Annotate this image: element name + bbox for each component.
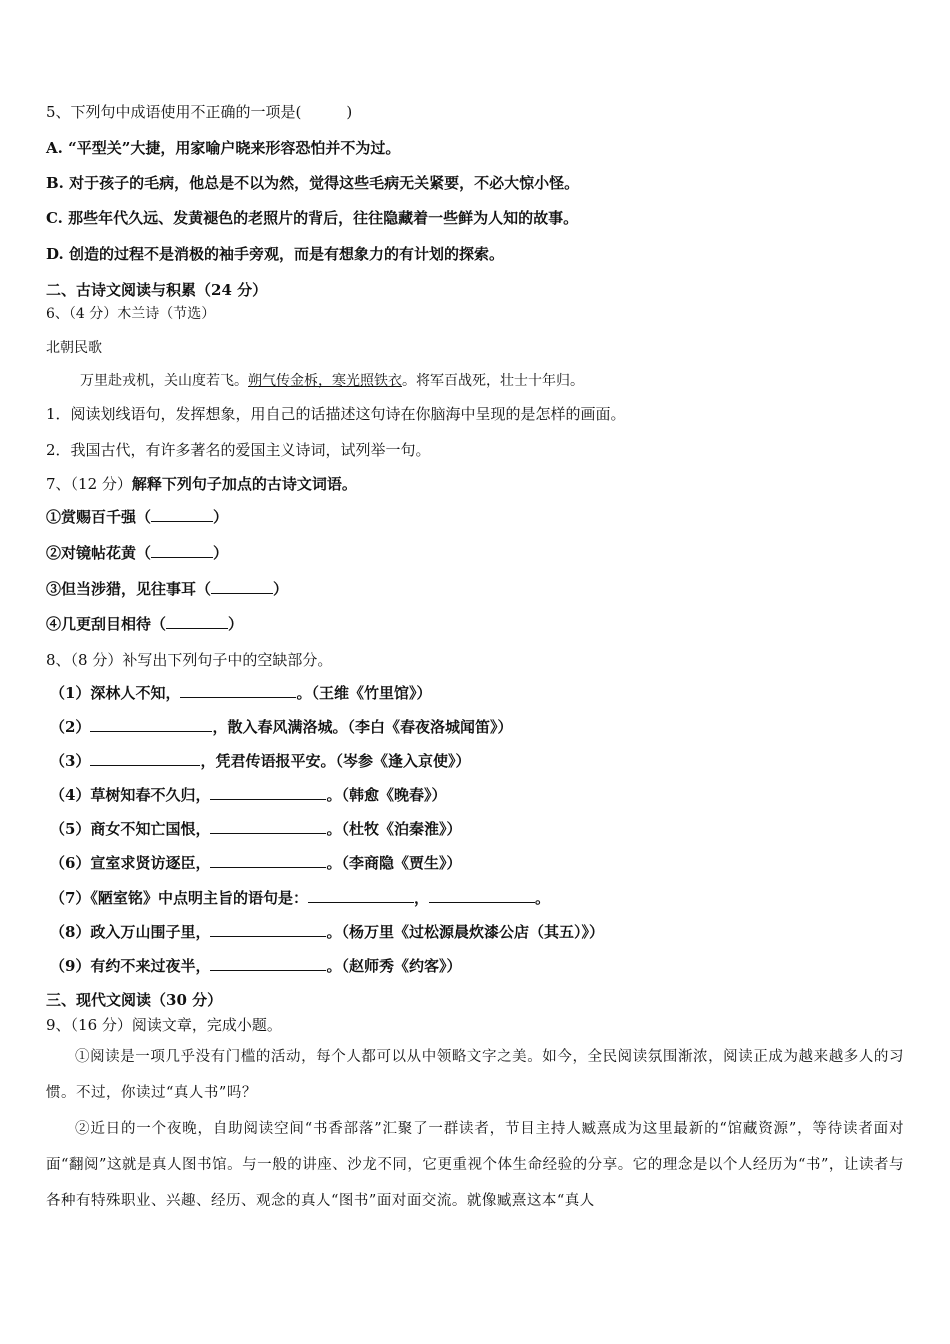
item-comma: ，	[413, 889, 429, 907]
item-source: ，散入春风满洛城。（李白《春夜洛城闻笛》）	[212, 718, 513, 736]
q7-title-prefix: 7、（12 分）	[46, 475, 132, 493]
item-source: 。（王维《竹里馆》）	[296, 684, 432, 702]
item-text: （1）深林人不知，	[50, 684, 181, 702]
answer-blank[interactable]	[211, 579, 273, 594]
item-close: ）	[213, 508, 229, 526]
item-source: 。（杨万里《过松源晨炊漆公店（其五）》）	[326, 923, 604, 941]
q8-item-5	[50, 819, 461, 839]
option-label: D.	[46, 245, 64, 263]
answer-blank[interactable]	[210, 853, 326, 868]
q6-author: 北朝民歌	[46, 340, 102, 356]
q5-title: 5、下列句中成语使用不正确的一项是( )	[46, 103, 353, 121]
q5-option-d	[46, 244, 504, 264]
q8-item-3	[50, 751, 470, 771]
q5-option-c	[46, 208, 578, 228]
q5-option-a	[46, 138, 400, 158]
item-text: ③但当涉猎，见往事耳（	[46, 580, 212, 598]
answer-blank[interactable]	[210, 956, 326, 971]
item-text: （7）《陋室铭》中点明主旨的语句是：	[50, 889, 308, 907]
section-heading-2: 二、古诗文阅读与积累（24 分）	[46, 281, 268, 299]
q7-item-3	[46, 579, 288, 599]
option-label: A.	[46, 139, 63, 157]
option-text: 那些年代久远、发黄褪色的老照片的背后，往往隐藏着一些鲜为人知的故事。	[68, 209, 579, 227]
item-close: ）	[213, 544, 229, 562]
q6-sub2: 2．我国古代，有许多著名的爱国主义诗词，试列举一句。	[46, 441, 431, 459]
q6-poem	[80, 371, 584, 391]
q9-paragraph-1: ①阅读是一项几乎没有门槛的活动，每个人都可以从中领略文字之美。如今，全民阅读氛围渐浓，阅读正成为越来越多人的习惯。不过，你读过“真人书”吗？	[46, 1049, 904, 1101]
answer-blank[interactable]	[429, 888, 535, 903]
q9-title: 9、（16 分）阅读文章，完成小题。	[46, 1016, 282, 1034]
poem-pre: 万里赴戎机，关山度若飞。	[80, 373, 248, 389]
item-text: （3）	[50, 752, 91, 770]
item-text: ②对镜帖花黄（	[46, 544, 152, 562]
q7-item-2	[46, 543, 228, 563]
item-text: ①赏赐百千强（	[46, 508, 152, 526]
option-label: B.	[46, 174, 64, 192]
q7-item-1	[46, 507, 228, 527]
answer-blank[interactable]	[210, 819, 326, 834]
item-text: （4）草树知春不久归，	[50, 786, 211, 804]
poem-underlined: 朔气传金柝，寒光照铁衣	[248, 373, 402, 389]
answer-blank[interactable]	[210, 922, 326, 937]
option-text: 创造的过程不是消极的袖手旁观，而是有想象力的有计划的探索。	[68, 245, 504, 263]
poem-post: 。将军百战死，壮士十年归。	[402, 373, 584, 389]
q8-item-1	[50, 683, 431, 703]
section-heading-3: 三、现代文阅读（30 分）	[46, 991, 223, 1009]
answer-blank[interactable]	[180, 683, 296, 698]
q7-item-4	[46, 614, 243, 634]
answer-blank[interactable]	[151, 543, 213, 558]
q8-item-4	[50, 785, 446, 805]
answer-blank[interactable]	[210, 785, 326, 800]
q9-paragraph-2: ②近日的一个夜晚，自助阅读空间“书香部落”汇聚了一群读者，节目主持人臧熹成为这里最新的“馆藏资源”，等待读者面对面“翻阅”这就是真人图书馆。与一般的讲座、沙龙不同，它更重视个体生命经验的分享。它的理念是以个人经历为“书”，让读者与各种有特殊职业、兴趣、经历、观念的真人“图书”面对面交流。就像臧熹这本“真人	[46, 1121, 904, 1209]
item-text: （2）	[50, 718, 91, 736]
item-close: ）	[273, 580, 289, 598]
option-text: “平型关”大捷，用家喻户晓来形容恐怕并不为过。	[68, 139, 401, 157]
option-text: 对于孩子的毛病，他总是不以为然，觉得这些毛病无关紧要，不必大惊小怪。	[69, 174, 580, 192]
option-label: C.	[46, 209, 63, 227]
q8-title: 8、（8 分）补写出下列句子中的空缺部分。	[46, 651, 333, 669]
answer-blank[interactable]	[166, 614, 228, 629]
q7-title-bold: 解释下列句子加点的古诗文词语。	[131, 475, 357, 493]
item-text: （5）商女不知亡国恨，	[50, 820, 211, 838]
q6-sub1: 1．阅读划线语句，发挥想象，用自己的话描述这句诗在你脑海中呈现的是怎样的画面。	[46, 405, 626, 423]
answer-blank[interactable]	[151, 507, 213, 522]
item-source: 。（杜牧《泊秦淮》）	[326, 820, 462, 838]
q5-option-b	[46, 173, 579, 193]
q8-item-7	[50, 888, 550, 908]
q8-item-2	[50, 717, 512, 737]
item-source: 。（李商隐《贾生》）	[326, 854, 462, 872]
answer-blank[interactable]	[90, 751, 200, 766]
q7-title	[46, 474, 357, 494]
item-text: （9）有约不来过夜半，	[50, 957, 211, 975]
item-source: ，凭君传语报平安。（岑参《逢入京使》）	[200, 752, 471, 770]
q8-item-9	[50, 956, 461, 976]
item-close: ）	[228, 615, 244, 633]
q8-item-6	[50, 853, 461, 873]
item-text: ④几更刮目相待（	[46, 615, 167, 633]
answer-blank[interactable]	[90, 717, 212, 732]
item-end: 。	[534, 889, 550, 907]
q6-title: 6、（4 分）木兰诗（节选）	[46, 306, 216, 322]
item-source: 。（赵师秀《约客》）	[326, 957, 462, 975]
item-source: 。（韩愈《晚春》）	[326, 786, 447, 804]
item-text: （6）宣室求贤访逐臣，	[50, 854, 211, 872]
answer-blank[interactable]	[308, 888, 414, 903]
q8-item-8	[50, 922, 604, 942]
item-text: （8）政入万山围子里，	[50, 923, 211, 941]
